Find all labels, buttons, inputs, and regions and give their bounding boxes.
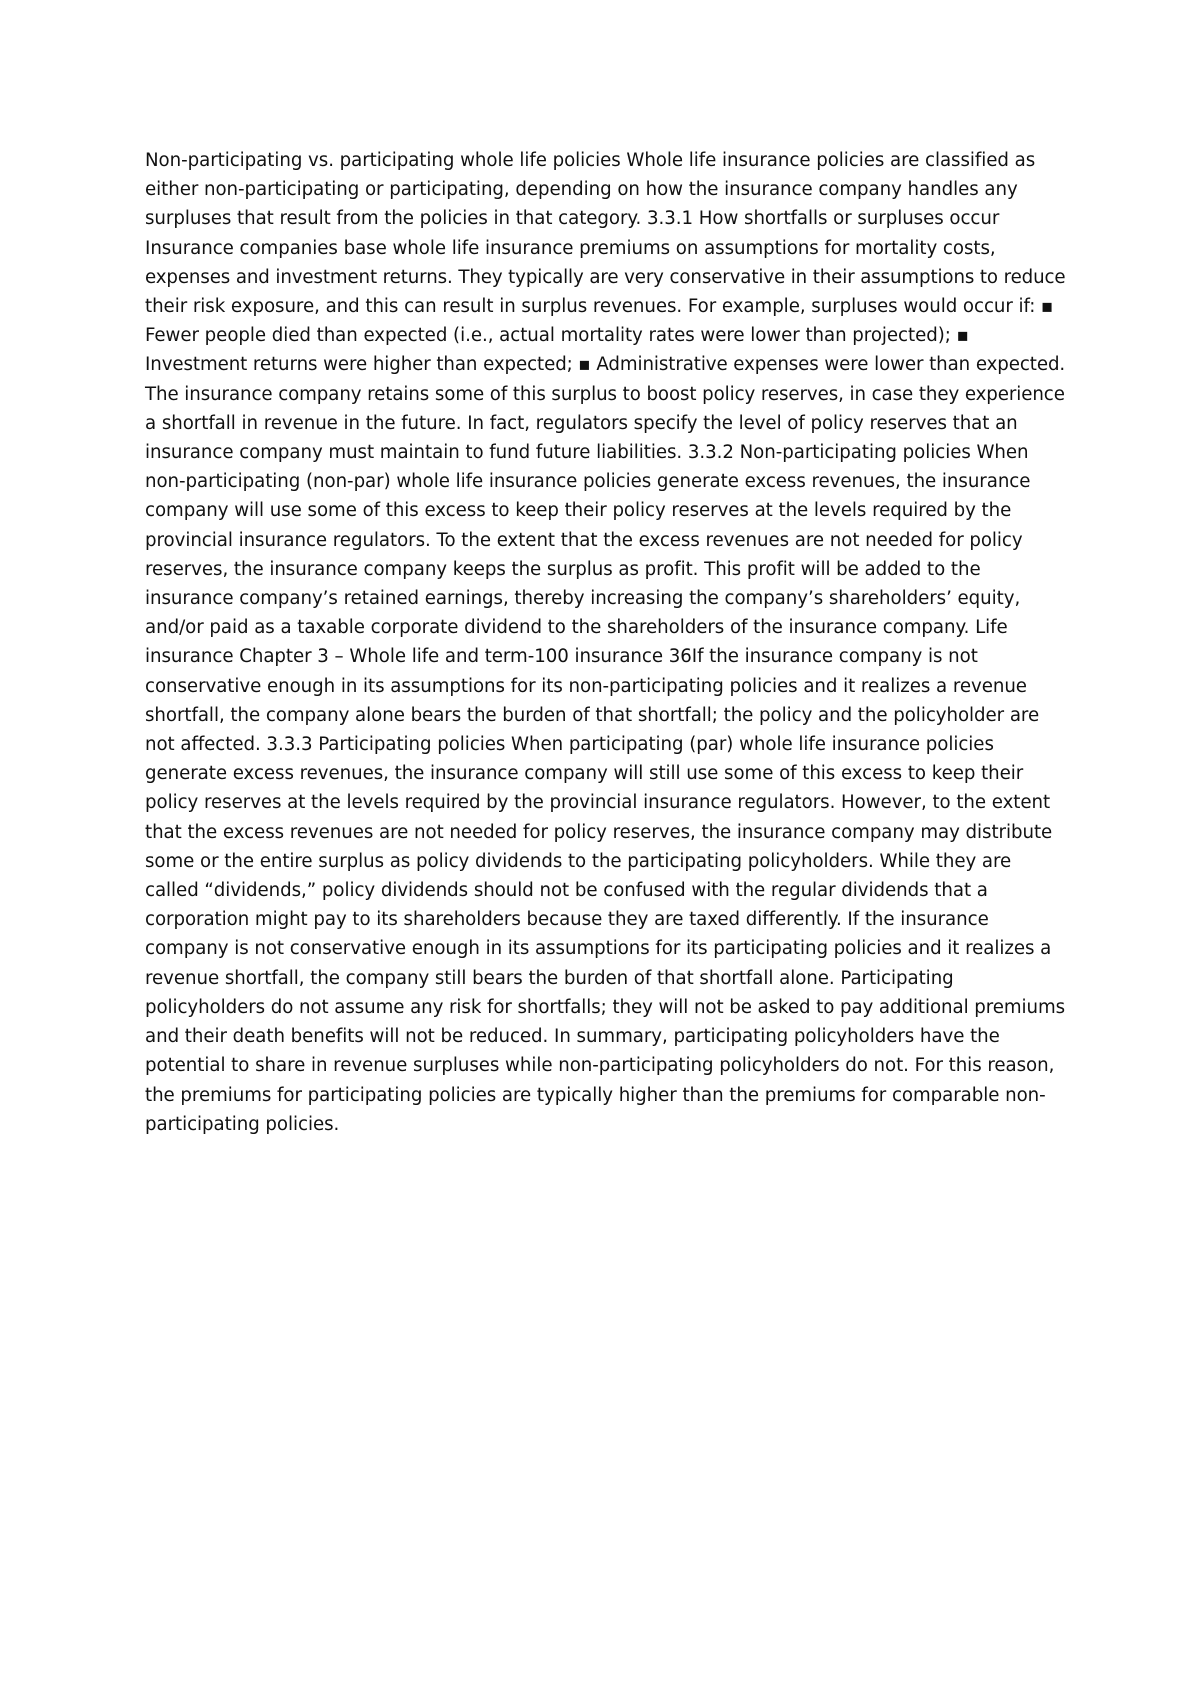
text-line: provincial insurance regulators. To the extent that the excess revenues are not needed for policy bbox=[145, 529, 1023, 551]
text-line: Insurance companies base whole life insurance premiums on assumptions for mortality costs, bbox=[145, 237, 996, 259]
text-line: Fewer people died than expected (i.e., actual mortality rates were lower than projected); ▪ bbox=[145, 325, 969, 347]
text-line: potential to share in revenue surpluses while non-participating policyholders do not. For this reason, bbox=[145, 1055, 1055, 1077]
text-line: policy reserves at the levels required by the provincial insurance regulators. However, to the extent bbox=[145, 792, 1051, 814]
text-line: and/or paid as a taxable corporate dividend to the shareholders of the insurance company. Life bbox=[145, 617, 1008, 639]
text-line: Non-participating vs. participating whole life policies Whole life insurance policies are classified as bbox=[145, 150, 1036, 171]
text-line: policyholders do not assume any risk for shortfalls; they will not be asked to pay additional premiums bbox=[145, 996, 1066, 1018]
text-line: conservative enough in its assumptions for its non-participating policies and it realizes a revenue bbox=[145, 675, 1027, 697]
text-line: revenue shortfall, the company still bears the burden of that shortfall alone. Participating bbox=[145, 967, 954, 989]
text-line: expenses and investment returns. They typically are very conservative in their assumptions to reduce bbox=[145, 266, 1066, 288]
text-line: non-participating (non-par) whole life insurance policies generate excess revenues, the insurance bbox=[145, 471, 1031, 493]
text-line: generate excess revenues, the insurance company will still use some of this excess to keep their bbox=[145, 763, 1024, 785]
text-line: participating policies. bbox=[145, 1113, 340, 1135]
text-line: either non-participating or participating, depending on how the insurance company handles any bbox=[145, 179, 1018, 201]
text-line: insurance Chapter 3 – Whole life and term-100 insurance 36If the insurance company is not bbox=[145, 646, 978, 668]
text-line: company is not conservative enough in its assumptions for its participating policies and it realizes a bbox=[145, 938, 1052, 960]
body-paragraph bbox=[145, 146, 1065, 1139]
text-line: surpluses that result from the policies in that category. 3.3.1 How shortfalls or surpluses occur bbox=[145, 208, 1000, 230]
text-line: Investment returns were higher than expected; ▪ Administrative expenses were lower than expected. bbox=[145, 354, 1066, 376]
text-line: some or the entire surplus as policy dividends to the participating policyholders. While they are bbox=[145, 850, 1012, 872]
text-line: a shortfall in revenue in the future. In fact, regulators specify the level of policy reserves that an bbox=[145, 412, 1018, 434]
text-line: called “dividends,” policy dividends should not be confused with the regular dividends that a bbox=[145, 880, 988, 902]
text-line: that the excess revenues are not needed for policy reserves, the insurance company may distribute bbox=[145, 821, 1053, 843]
text-line: insurance company must maintain to fund future liabilities. 3.3.2 Non-participating policies When bbox=[145, 442, 1029, 464]
text-line: corporation might pay to its shareholders because they are taxed differently. If the insurance bbox=[145, 909, 989, 931]
text-line: their risk exposure, and this can result in surplus revenues. For example, surpluses would occur if: ▪ bbox=[145, 296, 1054, 318]
text-line: the premiums for participating policies are typically higher than the premiums for comparable non- bbox=[145, 1084, 1046, 1106]
text-line: insurance company’s retained earnings, thereby increasing the company’s shareholders’ equity, bbox=[145, 588, 1021, 610]
text-line: not affected. 3.3.3 Participating policies When participating (par) whole life insurance policies bbox=[145, 734, 994, 756]
text-line: shortfall, the company alone bears the burden of that shortfall; the policy and the policyholder are bbox=[145, 704, 1040, 726]
text-line: company will use some of this excess to keep their policy reserves at the levels required by the bbox=[145, 500, 1012, 522]
text-line: The insurance company retains some of this surplus to boost policy reserves, in case they experience bbox=[145, 383, 1065, 405]
text-line: reserves, the insurance company keeps the surplus as profit. This profit will be added to the bbox=[145, 558, 981, 580]
text-line: and their death benefits will not be reduced. In summary, participating policyholders have the bbox=[145, 1026, 1000, 1048]
